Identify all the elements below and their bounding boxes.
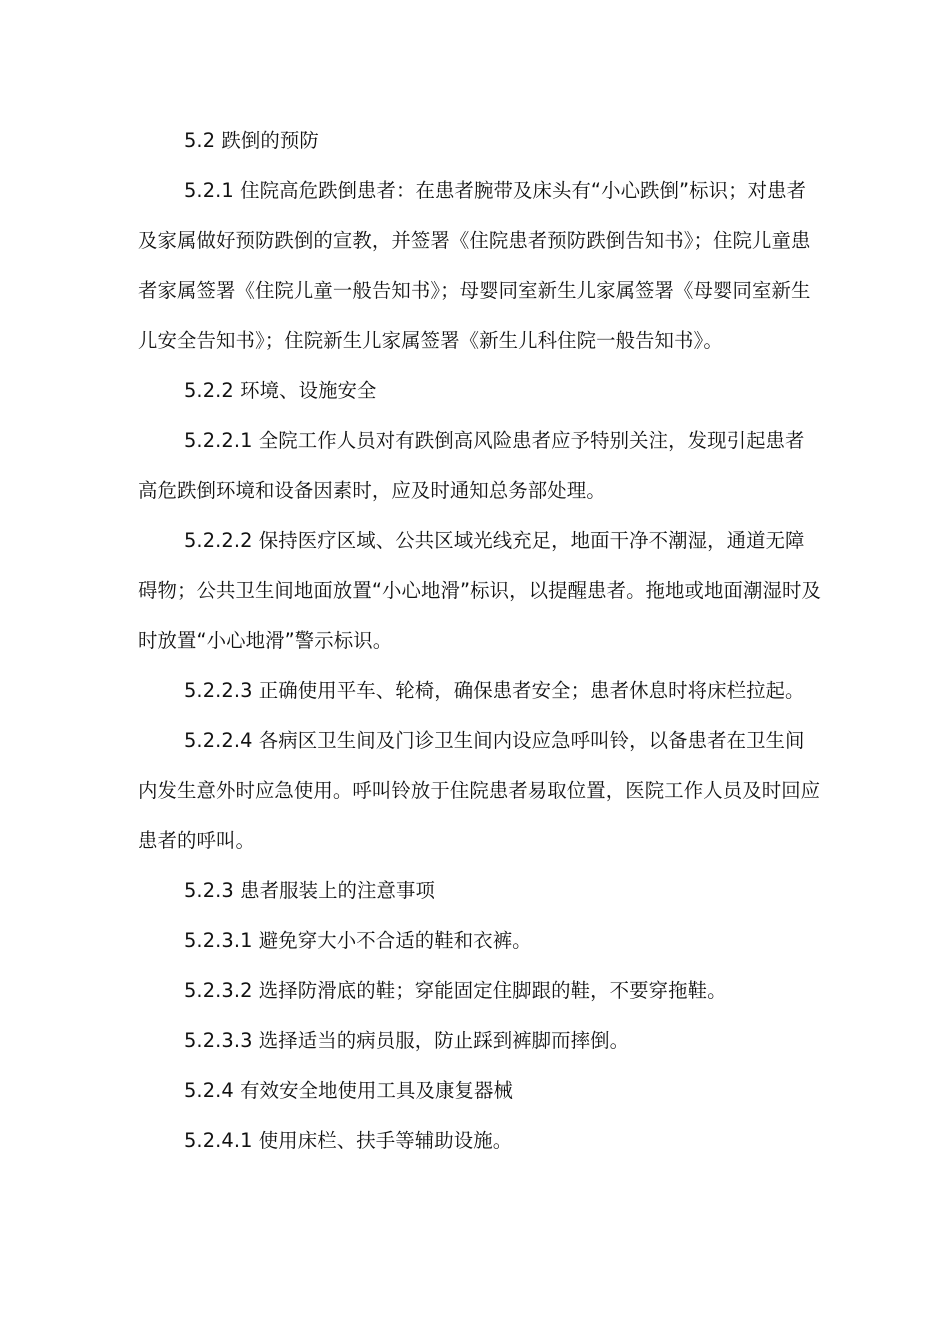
paragraph-5-2-3-2: 5.2.3.2 选择防滑底的鞋；穿能固定住脚跟的鞋，不要穿拖鞋。 xyxy=(184,979,727,1002)
paragraph-5-2-4-1: 5.2.4.1 使用床栏、扶手等辅助设施。 xyxy=(184,1129,513,1152)
paragraph-5-2-3-1: 5.2.3.1 避免穿大小不合适的鞋和衣裤。 xyxy=(184,929,532,952)
paragraph-5-2-1: 5.2.1 住院高危跌倒患者：在患者腕带及床头有“小心跌倒”标识；对患者及家属做好预防跌倒的宣教，并签署《住院患者预防跌倒告知书》；住院儿童患者家属签署《住院儿童一般告知书》；母婴同室新生儿家属签署《母婴同室新生儿安全告知书》；住院新生儿家属签署《新生儿科住院一般告知书》。 xyxy=(138,179,811,352)
paragraph-5-2-2-1: 5.2.2.1 全院工作人员对有跌倒高风险患者应予特别关注，发现引起患者高危跌倒环境和设备因素时，应及时通知总务部处理。 xyxy=(138,429,805,502)
paragraph-5-2-2-4: 5.2.2.4 各病区卫生间及门诊卫生间内设应急呼叫铃，以备患者在卫生间内发生意外时应急使用。呼叫铃放于住院患者易取位置，医院工作人员及时回应患者的呼叫。 xyxy=(138,729,821,852)
paragraph-5-2-2-3: 5.2.2.3 正确使用平车、轮椅，确保患者安全；患者休息时将床栏拉起。 xyxy=(184,679,805,702)
paragraph-5-2-3-3: 5.2.3.3 选择适当的病员服，防止踩到裤脚而摔倒。 xyxy=(184,1029,630,1052)
paragraph-5-2-2-2: 5.2.2.2 保持医疗区域、公共区域光线充足，地面干净不潮湿，通道无障碍物；公共卫生间地面放置“小心地滑”标识，以提醒患者。拖地或地面潮湿时及时放置“小心地滑”警示标识。 xyxy=(138,529,821,652)
heading-5-2-4: 5.2.4 有效安全地使用工具及康复器械 xyxy=(184,1079,513,1102)
heading-5-2-3: 5.2.3 患者服装上的注意事项 xyxy=(184,879,436,902)
document-body xyxy=(138,116,824,1166)
heading-5-2-2: 5.2.2 环境、设施安全 xyxy=(184,379,377,402)
heading-5-2: 5.2 跌倒的预防 xyxy=(184,129,319,152)
